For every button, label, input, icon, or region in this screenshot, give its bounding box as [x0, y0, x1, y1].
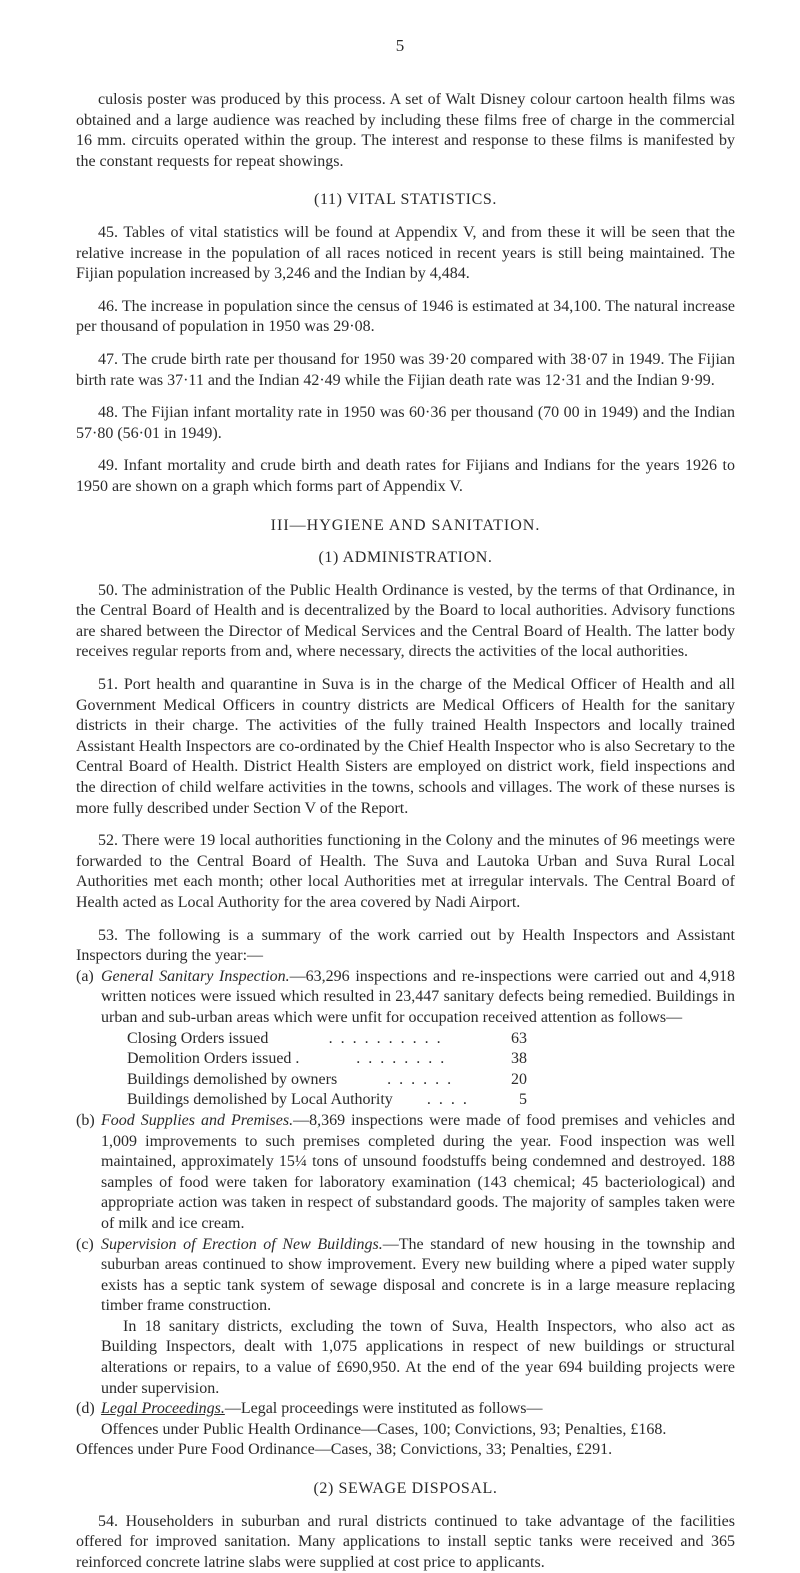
- paragraph-52: 52. There were 19 local authorities functioning in the Colony and the minutes of 96 meetings were forwarded to the Central Board of Health. The Suva and Lautoka Urban and Suva Rural Local Authorities met each month; other local Authorities met at irregular intervals. The Central Board of Health acted as Local Authority for the area covered by Nadi Airport.: [76, 832, 735, 911]
- row-label: Closing Orders issued: [127, 1029, 269, 1047]
- item-d: [76, 1399, 735, 1440]
- row-value: 38: [510, 1050, 527, 1068]
- item-b-paragraph: [101, 1111, 735, 1235]
- demolition-table: [127, 1029, 527, 1111]
- administration-heading: (1) ADMINISTRATION.: [318, 549, 493, 567]
- row-value: 63: [510, 1029, 527, 1047]
- item-c-paragraph: [101, 1235, 735, 1317]
- item-d-line-1: Offences under Public Health Ordinance—Cases, 100; Convictions, 93; Penalties, £168.: [101, 1420, 667, 1438]
- item-d-text: —Legal proceedings were instituted as follows—: [224, 1400, 543, 1418]
- row-leader: . . . .: [426, 1091, 469, 1109]
- row-label: Buildings demolished by owners: [127, 1070, 338, 1088]
- item-b-text: —8,369 inspections were made of food premises and vehicles and 1,009 improvements to such premises completed during the year. Food inspection was well maintained, approximately 15¼ tons of unsound foodstuffs being condemned and destroyed. 188 samples of food were taken for laboratory examination (143 chemical; 45 bacteriological) and appropriate action was taken in respect of substandard goods. The majority of samples taken were of milk and ice cream.: [101, 1111, 735, 1232]
- paragraph-46: 46. The increase in population since the census of 1946 is estimated at 34,100. The natural increase per thousand of population in 1950 was 29·08.: [76, 297, 735, 336]
- paragraph-51: 51. Port health and quarantine in Suva is in the charge of the Medical Officer of Health and all Government Medical Officers in country districts are Medical Officers of Health for the sanitary districts in their charge. The activities of the fully trained Health Inspectors and locally trained Assistant Health Inspectors are co-ordinated by the Chief Health Inspector who is also Secretary to the Central Board of Health. District Health Sisters are employed on district work, field inspections and the direction of child welfare activities in the towns, schools and villages. The work of these nurses is more fully described under Section V of the Report.: [76, 676, 735, 817]
- page-content: [76, 90, 735, 1573]
- item-c-text: —The standard of new housing in the township and suburban areas continued to show improvement. Every new building where a piped water supply exists has a septic tank system of sewage disposal and concrete is in a large measure replacing timber frame construction.: [101, 1235, 736, 1315]
- item-b-label: (b): [76, 1111, 95, 1129]
- table-row: [127, 1090, 527, 1111]
- paragraph-49: 49. Infant mortality and crude birth and death rates for Fijians and Indians for the years 1926 to 1950 are shown on a graph which forms part of Appendix V.: [76, 457, 735, 495]
- paragraph-54: 54. Householders in suburban and rural districts continued to take advantage of the facilities offered for improved sanitation. Many applications to install septic tanks were received and 365 reinforced concrete latrine slabs were supplied at cost price to applicants.: [76, 1512, 735, 1571]
- item-a-label: (a): [76, 967, 94, 985]
- item-b-title: Food Supplies and Premises.: [101, 1111, 294, 1129]
- item-c-title: Supervision of Erection of New Buildings.: [101, 1235, 383, 1253]
- item-d-paragraph: [101, 1399, 735, 1420]
- row-value: 5: [518, 1091, 527, 1109]
- item-d-line-2: Offences under Pure Food Ordinance—Cases, 38; Convictions, 33; Penalties, £291.: [76, 1441, 613, 1459]
- table-row: [127, 1029, 527, 1050]
- item-d-label: (d): [76, 1400, 95, 1418]
- row-leader: . . . . . .: [387, 1070, 454, 1088]
- row-leader: . . . . . . . .: [356, 1050, 447, 1068]
- section-heading: III—HYGIENE AND SANITATION.: [270, 516, 541, 534]
- intro-paragraph: culosis poster was produced by this process. A set of Walt Disney colour cartoon health films was obtained and a large audience was reached by including these films free of charge in the commercial 16 mm. circuits operated within the group. The interest and response to these films is manifested by the constant requests for repeat showings.: [76, 91, 735, 170]
- paragraph-48: 48. The Fijian infant mortality rate in 1950 was 60·36 per thousand (70 00 in 1949) and the Indian 57·80 (56·01 in 1949).: [76, 404, 735, 442]
- item-a-text: —63,296 inspections and re-inspections were carried out and 4,918 written notices were issued which resulted in 23,447 sanitary defects being remedied. Buildings in urban and sub-urban areas which were unfit for occupation received attention as follows—: [101, 967, 736, 1026]
- table-row: [127, 1049, 527, 1070]
- item-d-title: Legal Proceedings.: [101, 1400, 225, 1418]
- item-c: [76, 1235, 735, 1400]
- item-a: [76, 967, 735, 1111]
- row-value: 20: [511, 1070, 527, 1088]
- page-number: 5: [395, 36, 405, 55]
- sewage-disposal-heading: (2) SEWAGE DISPOSAL.: [313, 1480, 498, 1498]
- item-c-paragraph-2: In 18 sanitary districts, excluding the town of Suva, Health Inspectors, who also act as Building Inspectors, dealt with 1,075 applications in respect of new buildings or structural alterations or repairs, to a value of £690,950. At the end of the year 694 building projects were under supervision.: [101, 1317, 735, 1397]
- paragraph-47: 47. The crude birth rate per thousand for 1950 was 39·20 compared with 38·07 in 1949. The Fijian birth rate was 37·11 and the Indian 42·49 while the Fijian death rate was 12·31 and the Indian 9·99.: [76, 350, 735, 389]
- paragraph-53: 53. The following is a summary of the work carried out by Health Inspectors and Assistant Inspectors during the year:—: [76, 926, 735, 965]
- row-leader: . . . . . . . . . .: [328, 1029, 443, 1047]
- row-label: Buildings demolished by Local Authority: [127, 1091, 393, 1109]
- item-a-title: General Sanitary Inspection.: [101, 967, 290, 985]
- row-label: Demolition Orders issued .: [127, 1050, 300, 1068]
- vital-statistics-heading: (11) VITAL STATISTICS.: [314, 191, 497, 209]
- paragraph-45: 45. Tables of vital statistics will be found at Appendix V, and from these it will be seen that the relative increase in the population of all races noticed in recent years is still being maintained. The Fijian population increased by 3,246 and the Indian by 4,484.: [76, 223, 735, 283]
- item-b: [76, 1111, 735, 1235]
- table-row: [127, 1070, 527, 1091]
- item-c-label: (c): [76, 1235, 94, 1253]
- paragraph-50: 50. The administration of the Public Health Ordinance is vested, by the terms of that Ordinance, in the Central Board of Health and is decentralized by the Board to local authorities. Advisory functions are shared between the Director of Medical Services and the Central Board of Health. The latter body receives regular reports from and, where necessary, directs the activities of the local authorities.: [76, 581, 735, 661]
- item-a-paragraph: [101, 967, 735, 1029]
